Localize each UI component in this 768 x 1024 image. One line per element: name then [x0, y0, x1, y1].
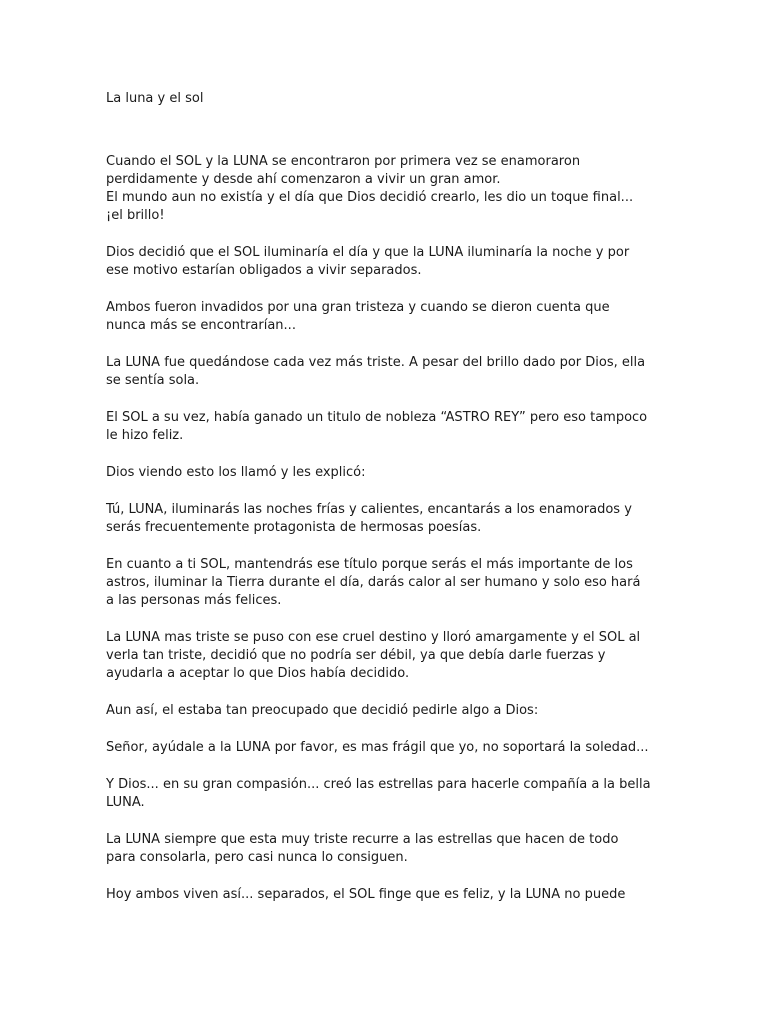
- document-body: [106, 90, 666, 923]
- paragraph: [106, 153, 666, 225]
- paragraph-line: verla tan triste, decidió que no podría ser débil, ya que debía darle fuerzas y: [106, 648, 606, 663]
- paragraph-line: ¡el brillo!: [106, 208, 165, 223]
- paragraph: [106, 556, 666, 610]
- paragraph: [106, 244, 666, 280]
- paragraph-line: La LUNA fue quedándose cada vez más triste. A pesar del brillo dado por Dios, ella: [106, 355, 646, 370]
- paragraph: [106, 739, 666, 757]
- paragraph-line: Dios viendo esto los llamó y les explicó:: [106, 465, 366, 480]
- paragraph-line: El SOL a su vez, había ganado un titulo de nobleza “ASTRO REY” pero eso tampoco: [106, 410, 648, 425]
- paragraph: [106, 776, 666, 812]
- paragraph-line: Cuando el SOL y la LUNA se encontraron por primera vez se enamoraron: [106, 154, 581, 169]
- paragraph: [106, 629, 666, 683]
- paragraph: [106, 464, 666, 482]
- paragraph: [106, 886, 666, 904]
- paragraph-line: se sentía sola.: [106, 373, 200, 388]
- paragraph: [106, 409, 666, 445]
- paragraph: [106, 831, 666, 867]
- paragraph: [106, 299, 666, 335]
- paragraph-line: Aun así, el estaba tan preocupado que decidió pedirle algo a Dios:: [106, 703, 539, 718]
- paragraph-line: ese motivo estarían obligados a vivir separados.: [106, 263, 422, 278]
- paragraph: [106, 354, 666, 390]
- paragraph-line: Hoy ambos viven así... separados, el SOL finge que es feliz, y la LUNA no puede: [106, 887, 626, 902]
- paragraph-line: para consolarla, pero casi nunca lo consiguen.: [106, 850, 408, 865]
- document-text: [106, 153, 666, 904]
- document-title: La luna y el sol: [106, 91, 204, 106]
- paragraph-line: perdidamente y desde ahí comenzaron a vivir un gran amor.: [106, 172, 501, 187]
- paragraph-line: La LUNA siempre que esta muy triste recurre a las estrellas que hacen de todo: [106, 832, 619, 847]
- paragraph-line: En cuanto a ti SOL, mantendrás ese título porque serás el más importante de los: [106, 557, 633, 572]
- paragraph-line: serás frecuentemente protagonista de hermosas poesías.: [106, 520, 482, 535]
- paragraph: [106, 702, 666, 720]
- paragraph-line: Y Dios... en su gran compasión... creó las estrellas para hacerle compañía a la bella: [106, 777, 651, 792]
- paragraph-line: Ambos fueron invadidos por una gran tristeza y cuando se dieron cuenta que: [106, 300, 610, 315]
- paragraph-line: Dios decidió que el SOL iluminaría el día y que la LUNA iluminaría la noche y por: [106, 245, 630, 260]
- paragraph-line: Señor, ayúdale a la LUNA por favor, es mas frágil que yo, no soportará la soledad...: [106, 740, 649, 755]
- paragraph-line: le hizo feliz.: [106, 428, 184, 443]
- paragraph-line: La LUNA mas triste se puso con ese cruel destino y lloró amargamente y el SOL al: [106, 630, 641, 645]
- paragraph-line: nunca más se encontrarían...: [106, 318, 296, 333]
- paragraph-line: ayudarla a aceptar lo que Dios había decidido.: [106, 666, 410, 681]
- paragraph-line: El mundo aun no existía y el día que Dios decidió crearlo, les dio un toque final...: [106, 190, 634, 205]
- paragraph-line: Tú, LUNA, iluminarás las noches frías y calientes, encantarás a los enamorados y: [106, 502, 632, 517]
- paragraph-line: a las personas más felices.: [106, 593, 282, 608]
- paragraph: [106, 501, 666, 537]
- paragraph-line: astros, iluminar la Tierra durante el día, darás calor al ser humano y solo eso hará: [106, 575, 641, 590]
- paragraph-line: LUNA.: [106, 795, 145, 810]
